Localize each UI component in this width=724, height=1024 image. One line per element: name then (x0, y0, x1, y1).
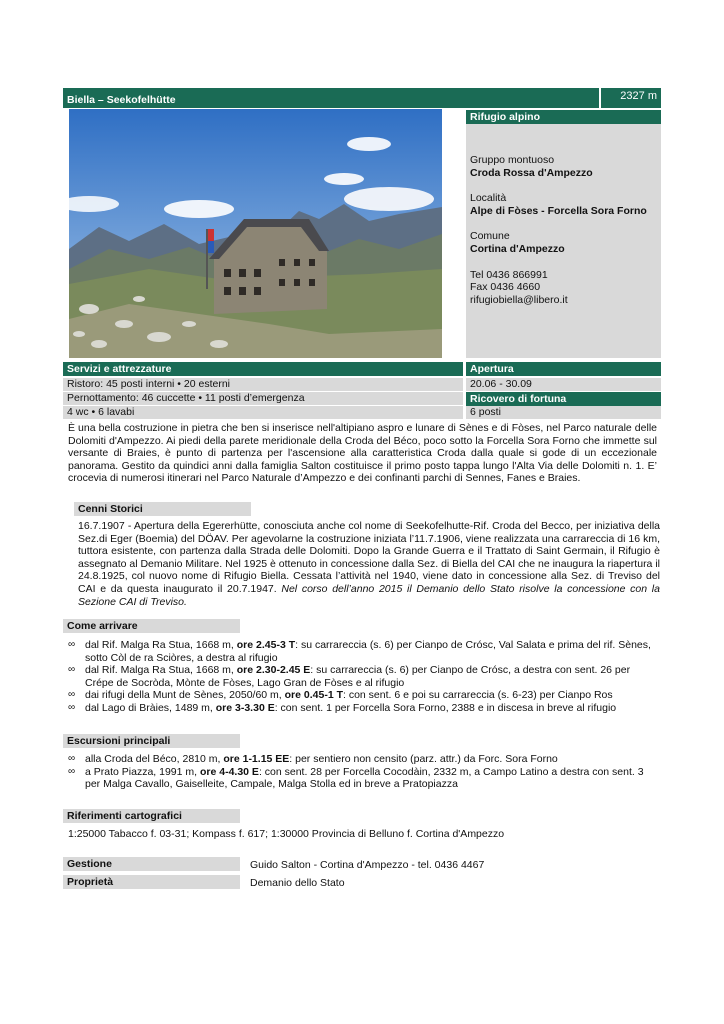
locality-value: Alpe di Fòses - Forcella Sora Forno (470, 204, 647, 217)
access-title: Come arrivare (67, 620, 138, 632)
shelter-value: 6 posti (470, 406, 501, 418)
altitude-box (601, 88, 661, 108)
opening-header (466, 362, 661, 376)
shelter-header (466, 392, 661, 406)
excursion-item (63, 753, 658, 766)
access-header (63, 619, 240, 633)
services-row-2 (63, 392, 463, 405)
maps-text: 1:25000 Tabacco f. 03-31; Kompass f. 617; 1:30000 Provincia di Belluno f. Cortina d'Ampezzo (68, 828, 505, 840)
info-panel (466, 124, 661, 358)
locality-label: Località (470, 192, 507, 205)
excursion-time: ore 4-4.30 E (199, 765, 259, 778)
maps-header (63, 809, 240, 823)
excursions-list (63, 753, 658, 791)
excursion-details: : con sent. 28 per Forcella Cocodàin, 2332 m, a Campo Latino a destra con sent. 3 per Malga Cavallo, Gaiselleite, Campale, Malga Stolla ed in breve a Pratopiazza (85, 765, 644, 790)
access-route: dal Lago di Bràies, 1489 m, (85, 701, 216, 714)
management-label: Gestione (67, 858, 112, 870)
infinity-bullet-icon: ∞ (68, 689, 76, 700)
services-row-1 (63, 378, 463, 391)
description: È una bella costruzione in pietra che ben si inserisce nell'altipiano aspro e lunare di Sènes e di Fòses, nel Parco naturale delle Dolomiti d'Ampezzo. Ai piedi della parete meridionale della Croda del Béco, poco sotto la Forcella Sora Forno che immette sul versante di Braies, è punto di partenza per l'ascensione alla caratteristica Croda dalla quale si gode di un eccezionale panorama. Gestito da quindici anni dalla famiglia Salton costituisce il primo posto tappa lungo l'Alta Via delle Dolomiti n. 1. E’ crocevia di numerosi itinerari nel Parco Naturale d’Ampezzo e dei confinanti parchi di Sennes, Fanes e Braies. (68, 422, 657, 485)
type-header (466, 110, 661, 124)
access-time: ore 3-3.30 E (215, 701, 275, 714)
refuge-photo (69, 109, 442, 358)
access-time: ore 2.45-3 T (236, 639, 296, 651)
fax: Fax 0436 4660 (470, 281, 541, 294)
excursion-details: : per sentiero non censito (parz. attr.) da Forc. Sora Forno (289, 753, 558, 765)
shelter-title: Ricovero di fortuna (470, 393, 567, 405)
access-time: ore 0.45-1 T (284, 689, 343, 701)
excursions-header (63, 734, 240, 748)
header-bar (63, 88, 599, 108)
access-list (63, 639, 658, 714)
page-title: Biella – Seekofelhütte (67, 94, 176, 106)
services-header (63, 362, 463, 376)
comune-value: Cortina d'Ampezzo (470, 242, 565, 255)
altitude-value: 2327 m (620, 90, 657, 102)
excursion-route: a Prato Piazza, 1991 m, (85, 765, 200, 778)
opening-title: Apertura (470, 363, 514, 375)
access-time: ore 2.30-2.45 E (236, 664, 311, 676)
access-item (63, 639, 658, 664)
refuge-type: Rifugio alpino (470, 111, 540, 123)
history-header (74, 502, 251, 516)
service-overnight: Pernottamento: 46 cuccette • 11 posti d’emergenza (67, 392, 305, 404)
access-details: : con sent. 1 per Forcella Sora Forno, 2388 e in discesa in breve al rifugio (274, 701, 617, 714)
ownership-value: Demanio dello Stato (250, 877, 345, 889)
excursion-item (63, 766, 658, 791)
excursion-route: alla Croda del Béco, 2810 m, (85, 753, 224, 765)
shelter-value-box (466, 406, 661, 419)
phone: Tel 0436 866991 (470, 268, 548, 281)
infinity-bullet-icon: ∞ (68, 765, 76, 777)
access-item (63, 664, 658, 689)
group-label: Gruppo montuoso (470, 154, 555, 166)
access-route: dai rifugi della Munt de Sènes, 2050/60 m, (85, 689, 285, 701)
access-route: dal Rif. Malga Ra Stua, 1668 m, (85, 664, 237, 676)
service-facilities: 4 wc • 6 lavabi (67, 406, 135, 418)
excursion-time: ore 1-1.15 EE (223, 753, 290, 765)
opening-value: 20.06 - 30.09 (470, 378, 532, 390)
maps-title: Riferimenti cartografici (67, 810, 182, 822)
comune-label: Comune (470, 230, 510, 243)
email: rifugiobiella@libero.it (470, 293, 568, 306)
history-title: Cenni Storici (78, 503, 143, 515)
management-header (63, 857, 240, 871)
mountain-hut-image (69, 109, 442, 358)
infinity-bullet-icon: ∞ (68, 753, 76, 764)
infinity-bullet-icon: ∞ (68, 701, 76, 713)
infinity-bullet-icon: ∞ (68, 639, 76, 650)
access-route: dal Rif. Malga Ra Stua, 1668 m, (85, 639, 237, 651)
history-body: 16.7.1907 - Apertura della Egererhütte, conosciuta anche col nome di Seekofelhutte-Rif. Croda del Becco, per iniziativa della Sez.di Eger (Boemia) del DÖAV. Per agevolarne la costruzione iniziata l’11.7.1906, viene realizzata una carrareccia di 16 km, tuttora esistente, con partenza dalla Strada delle Dolomiti. Dopo la Grande Guerra e il Trattato di Saint Germain, il Rifugio è assegnato al Demanio Militare. Nel 1925 è ottenuto in concessione dalla Sez. di Biella del CAI che ne inaugura la riapertura il 24.8.1925, col nuovo nome di Rifugio Biella. Cessata l’attività nel 1940, viene dato in concessione alla Sez. di Treviso del CAI e da questa inaugurato il 20.7.1947. (78, 520, 660, 595)
history-text (78, 520, 660, 608)
group-value: Croda Rossa d'Ampezzo (470, 166, 593, 179)
infinity-bullet-icon: ∞ (68, 664, 76, 675)
access-details: : su carrareccia (s. 6) per Cianpo de Crósc, a destra con sent. 26 per Crépe de Socròda, Mònte de Fòses, Lago Gran de Fòses e al rifugio (85, 664, 631, 689)
access-details: : con sent. 6 e poi su carrareccia (s. 6-23) per Cianpo Ros (343, 689, 613, 701)
access-item (63, 702, 658, 715)
service-dining: Ristoro: 45 posti interni • 20 esterni (67, 378, 231, 390)
services-row-3 (63, 406, 463, 419)
ownership-label: Proprietà (67, 876, 114, 888)
management-value: Guido Salton - Cortina d'Ampezzo - tel. 0436 4467 (250, 859, 485, 871)
excursions-title: Escursioni principali (67, 735, 171, 747)
ownership-header (63, 875, 240, 889)
opening-value-box (466, 378, 661, 391)
services-title: Servizi e attrezzature (67, 363, 172, 375)
history-note: Nel corso dell’anno 2015 il Demanio dello Stato risolve la concessione con la Sezione CAI di Treviso. (78, 582, 660, 608)
access-details: : su carrareccia (s. 6) per Cianpo de Crósc, Val Salata e prima del rif. Sènes, sotto Còl de ra Sciòres, a destra al rifugio (85, 639, 651, 664)
access-item (63, 689, 658, 702)
